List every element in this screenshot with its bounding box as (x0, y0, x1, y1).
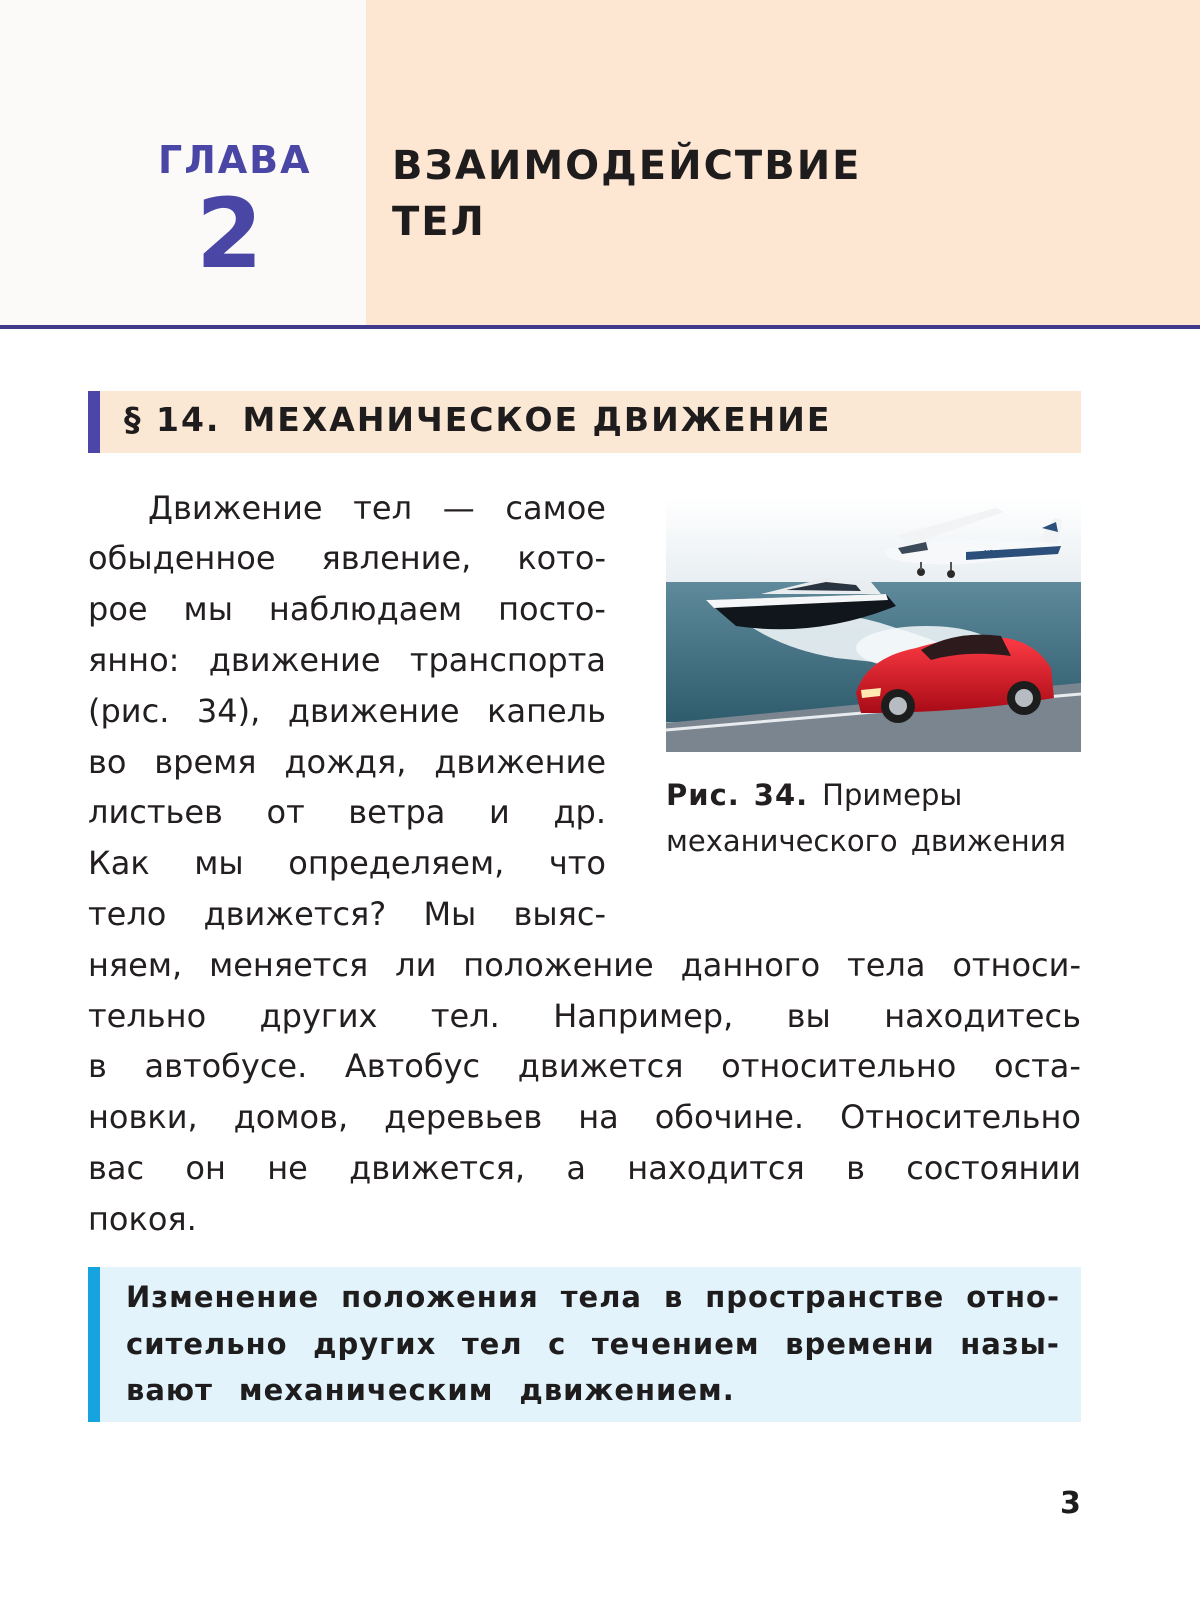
body-word: вас (88, 1148, 145, 1187)
body-text-line (88, 787, 606, 838)
body-word: находитесь (884, 996, 1081, 1035)
body-text-line (88, 1041, 1081, 1092)
body-word: от (266, 793, 305, 832)
body-word: тел (353, 488, 413, 527)
body-word: обочине. (654, 1098, 805, 1137)
body-text-line (88, 1142, 1081, 1193)
definition-word: времени (785, 1326, 935, 1361)
page-number: 3 (1060, 1486, 1081, 1521)
definition-line (126, 1367, 735, 1413)
body-word: домов, (233, 1098, 349, 1137)
definition-word: течением (591, 1326, 760, 1361)
body-word: движется, (349, 1148, 526, 1187)
definition-word: с (548, 1326, 567, 1361)
chapter-label: ГЛАВА (158, 138, 312, 182)
chapter-title (392, 138, 862, 250)
transport-illustration (666, 498, 1081, 752)
definition-line (126, 1321, 1060, 1367)
body-word: автобусе. (144, 1047, 308, 1086)
body-text-line (88, 838, 606, 889)
body-word: относительно (721, 1047, 957, 1086)
body-word: движется (517, 1047, 684, 1086)
body-word: Автобус (344, 1047, 481, 1086)
body-word: меняется (209, 945, 369, 984)
body-word: деревьев (384, 1098, 543, 1137)
definition-word: пространстве (705, 1280, 945, 1314)
body-word: других (259, 996, 378, 1035)
chapter-title-line: ВЗАИМОДЕЙСТВИЕ (392, 143, 862, 189)
body-word: движение (434, 742, 606, 781)
body-word: наблюдаем (268, 590, 463, 629)
body-word: оста- (993, 1047, 1081, 1086)
definition-word: назы- (960, 1326, 1060, 1361)
figure-34-caption (666, 772, 1081, 864)
body-word: 34), (196, 691, 261, 730)
body-word: находится (627, 1148, 805, 1187)
body-word: Мы (423, 894, 477, 933)
figure-label: Рис. (666, 778, 740, 812)
body-text-line (88, 1092, 1081, 1143)
definition-line (126, 1274, 1060, 1320)
definition-word: движением. (519, 1373, 735, 1407)
body-word: положение (463, 945, 654, 984)
body-word: др. (553, 793, 606, 832)
body-word: тел. (430, 996, 500, 1035)
definition-word: отно- (966, 1280, 1060, 1314)
body-word: мы (183, 590, 233, 629)
body-word: он (185, 1148, 226, 1187)
body-text-line (88, 888, 606, 939)
body-word: Относительно (840, 1098, 1081, 1137)
section-heading-accent-bar (88, 391, 100, 453)
body-word: няем, (88, 945, 183, 984)
body-word: на (578, 1098, 619, 1137)
body-word: явление, (321, 539, 472, 578)
body-text-line (88, 685, 606, 736)
figure-number: 34. (753, 778, 809, 812)
figure-caption-text: механического (666, 824, 898, 858)
figure-caption-text: движения (910, 824, 1066, 858)
body-word: движение (287, 691, 460, 730)
definition-word: вают (126, 1373, 213, 1407)
body-word: дождя, (284, 742, 407, 781)
body-word: время (154, 742, 257, 781)
body-word: новки, (88, 1098, 198, 1137)
body-word: рое (88, 590, 148, 629)
section-title: МЕХАНИЧЕСКОЕ ДВИЖЕНИЕ (242, 400, 832, 439)
body-word: состоянии (906, 1148, 1081, 1187)
definition-word: механическим (238, 1373, 494, 1407)
plane-registration: N53387 (984, 549, 1012, 557)
body-word: транспорта (409, 640, 606, 679)
chapter-number: 2 (196, 178, 263, 290)
body-word: во (88, 742, 127, 781)
section-number: § 14. (124, 400, 221, 439)
body-word: Как (88, 844, 150, 883)
body-word: покоя. (88, 1199, 197, 1238)
section-heading (124, 400, 831, 439)
body-word: капель (487, 691, 606, 730)
definition-word: тел (461, 1326, 523, 1361)
body-text-line (88, 1193, 197, 1244)
body-word: что (548, 844, 606, 883)
body-text-line (88, 990, 1081, 1041)
body-word: листьев (88, 793, 223, 832)
definition-word: Изменение (126, 1280, 320, 1314)
body-word: обыденное (88, 539, 276, 578)
body-word: вы (786, 996, 831, 1035)
body-word: данного (680, 945, 821, 984)
body-word: а (566, 1148, 586, 1187)
header-divider (0, 325, 1200, 329)
definition-word: тела (560, 1280, 643, 1314)
body-word: Движение (148, 488, 323, 527)
body-word: ли (395, 945, 437, 984)
body-word: ветра (348, 793, 446, 832)
body-word: мы (194, 844, 244, 883)
definition-word: положения (341, 1280, 539, 1314)
body-word: тело (88, 894, 167, 933)
definition-accent-bar (88, 1267, 100, 1422)
body-word: самое (505, 488, 606, 527)
body-word: и (489, 793, 510, 832)
body-word: в (88, 1047, 107, 1086)
body-word: — (442, 488, 475, 527)
body-text-line (88, 584, 606, 635)
body-word: определяем, (288, 844, 505, 883)
definition-word: сительно (126, 1326, 288, 1361)
sky (666, 498, 1081, 584)
definition-word: в (663, 1280, 684, 1314)
body-text-line (148, 482, 606, 533)
body-word: посто- (498, 590, 606, 629)
body-word: движение (208, 640, 381, 679)
body-word: в (846, 1148, 865, 1187)
body-word: не (267, 1148, 308, 1187)
body-word: кото- (517, 539, 606, 578)
body-word: тела (847, 945, 926, 984)
definition-word: других (313, 1326, 437, 1361)
body-word: выяс- (513, 894, 606, 933)
body-text-line (88, 939, 1081, 990)
body-word: тельно (88, 996, 207, 1035)
body-word: (рис. (88, 691, 170, 730)
figure-caption-text: Примеры (822, 778, 963, 812)
chapter-title-line: ТЕЛ (392, 199, 486, 245)
body-word: Например, (553, 996, 734, 1035)
body-word: движется? (203, 894, 387, 933)
body-word: относи- (952, 945, 1081, 984)
body-text-line (88, 634, 606, 685)
body-text-line (88, 533, 606, 584)
figure-34-image (666, 498, 1081, 752)
body-word: янно: (88, 640, 180, 679)
body-text-line (88, 736, 606, 787)
